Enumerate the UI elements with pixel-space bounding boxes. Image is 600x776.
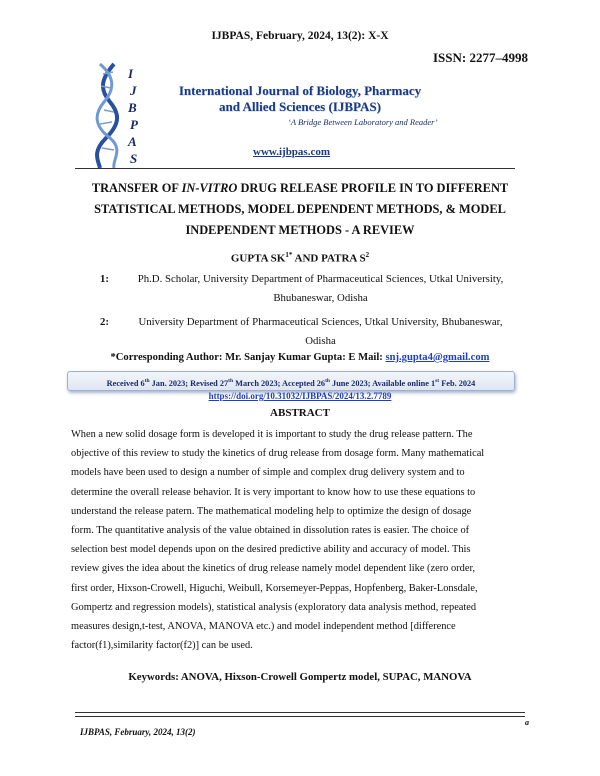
affiliation-line: Odisha <box>305 335 336 347</box>
date-text: Jan. 2023; Revised 27 <box>149 378 229 388</box>
abstract-line: determine the overall release behavior. It is very important to know how to use these equations to <box>71 486 476 498</box>
author-name: GUPTA SK <box>230 252 286 265</box>
date-superscript: th <box>325 378 330 384</box>
abstract-line: form. The quantitative analysis of the value obtained in dissolution rates is easier. The choice of <box>71 525 470 537</box>
logo-letter: A <box>128 134 137 149</box>
author-superscript: 2 <box>365 251 370 259</box>
date-text: June 2023; Available online 1 <box>329 378 436 388</box>
journal-name-line2: and Allied Sciences (IJBPAS) <box>219 99 381 114</box>
journal-website-link[interactable]: www.ijbpas.com <box>253 146 331 158</box>
journal-tagline: ‘A Bridge Between Laboratory and Reader’ <box>288 117 438 127</box>
author-conjunction: AND <box>292 252 322 265</box>
affiliation-text <box>118 313 523 351</box>
affiliation-line: University Department of Pharmaceutical Sciences, Utkal University, Bhubaneswar, <box>138 316 503 328</box>
page-number: a <box>525 718 529 727</box>
date-superscript: th <box>228 378 234 384</box>
affiliation-line: Ph.D. Scholar, University Department of Pharmaceutical Sciences, Utkal University, <box>137 273 504 285</box>
footer-citation: IJBPAS, February, 2024, 13(2) <box>80 727 196 737</box>
issn-label: ISSN: 2277–4998 <box>433 50 528 65</box>
title-part: TRANSFER OF <box>91 181 182 195</box>
abstract-line: objective of this review to study the kinetics of drug release from dosage form. Many mathematical <box>71 448 485 460</box>
article-dates-box <box>67 371 515 391</box>
abstract-line: measures design,t-test, ANOVA, MANOVA etc.) and model independent method [difference <box>71 621 456 633</box>
abstract-line: understand the release patern. The mathematical modeling help to optimize the design of dosage <box>71 505 472 517</box>
author-superscript: 1* <box>285 251 293 259</box>
abstract-line: factor(f1),similarity factor(f2)] can be used. <box>71 640 253 652</box>
title-italic-part: IN-VITRO <box>181 181 238 195</box>
abstract-line: Gompertz and regression models), statistical analysis (exploratory data analysis method, repeated <box>71 601 477 613</box>
journal-logo <box>70 60 162 170</box>
author-name: PATRA S <box>321 252 366 265</box>
doi-link[interactable]: https://doi.org/10.31032/IJBPAS/2024/13.2.7789 <box>208 391 392 401</box>
date-text: Received 6 <box>106 378 145 388</box>
logo-letter: J <box>130 83 137 98</box>
affiliation-number: 2: <box>100 316 109 328</box>
date-superscript: th <box>144 378 150 384</box>
logo-letter: I <box>128 66 134 81</box>
footer-divider <box>75 712 525 713</box>
abstract-heading: ABSTRACT <box>270 407 330 419</box>
corresponding-email-link[interactable]: snj.gupta4@gmail.com <box>385 352 490 363</box>
affiliation-line: Bhubaneswar, Odisha <box>273 292 368 304</box>
corresponding-author <box>0 352 600 363</box>
abstract-line: review gives the idea about the kinetics of drug release namely model dependent like (zero order, <box>71 563 476 575</box>
date-superscript: st <box>435 378 440 384</box>
abstract-line: When a new solid dosage form is developed it is important to study the drug release pattern. The <box>71 429 473 440</box>
abstract-body <box>71 425 529 655</box>
title-part: DRUG RELEASE PROFILE IN TO DIFFERENT STATISTICAL METHODS, MODEL DEPENDENT METHODS, & MODEL INDEPENDENT METHODS - A REVIEW <box>94 181 509 237</box>
abstract-line: models have been used to design a number of simple and complex drug delivery system and to <box>71 467 465 479</box>
abstract-line: selection best model depends upon on the desired predictive ability and accuracy of model. This <box>71 544 471 556</box>
affiliation-number: 1: <box>100 273 109 285</box>
footer-divider <box>75 716 525 717</box>
journal-name <box>160 83 440 115</box>
logo-letter: B <box>128 100 137 115</box>
logo-letter: P <box>130 117 138 132</box>
keywords: Keywords: ANOVA, Hixson-Crowell Gompertz model, SUPAC, MANOVA <box>128 671 472 683</box>
date-text: Feb. 2024 <box>439 378 476 388</box>
author-line <box>0 251 600 265</box>
affiliation-text <box>118 270 523 308</box>
journal-name-line1: International Journal of Biology, Pharmacy <box>178 83 422 98</box>
article-title <box>80 178 520 241</box>
logo-letter: S <box>130 151 138 166</box>
abstract-line: first order, Hixson-Crowell, Higuchi, Weibull, Korsemeyer-Peppas, Hopfenberg, Baker-Lonsdale, <box>71 582 478 594</box>
running-header: IJBPAS, February, 2024, 13(2): X-X <box>211 30 389 42</box>
date-text: March 2023; Accepted 26 <box>233 378 326 388</box>
corresponding-label: *Corresponding Author: Mr. Sanjay Kumar Gupta: E Mail: <box>110 352 386 363</box>
header-divider <box>75 168 515 169</box>
